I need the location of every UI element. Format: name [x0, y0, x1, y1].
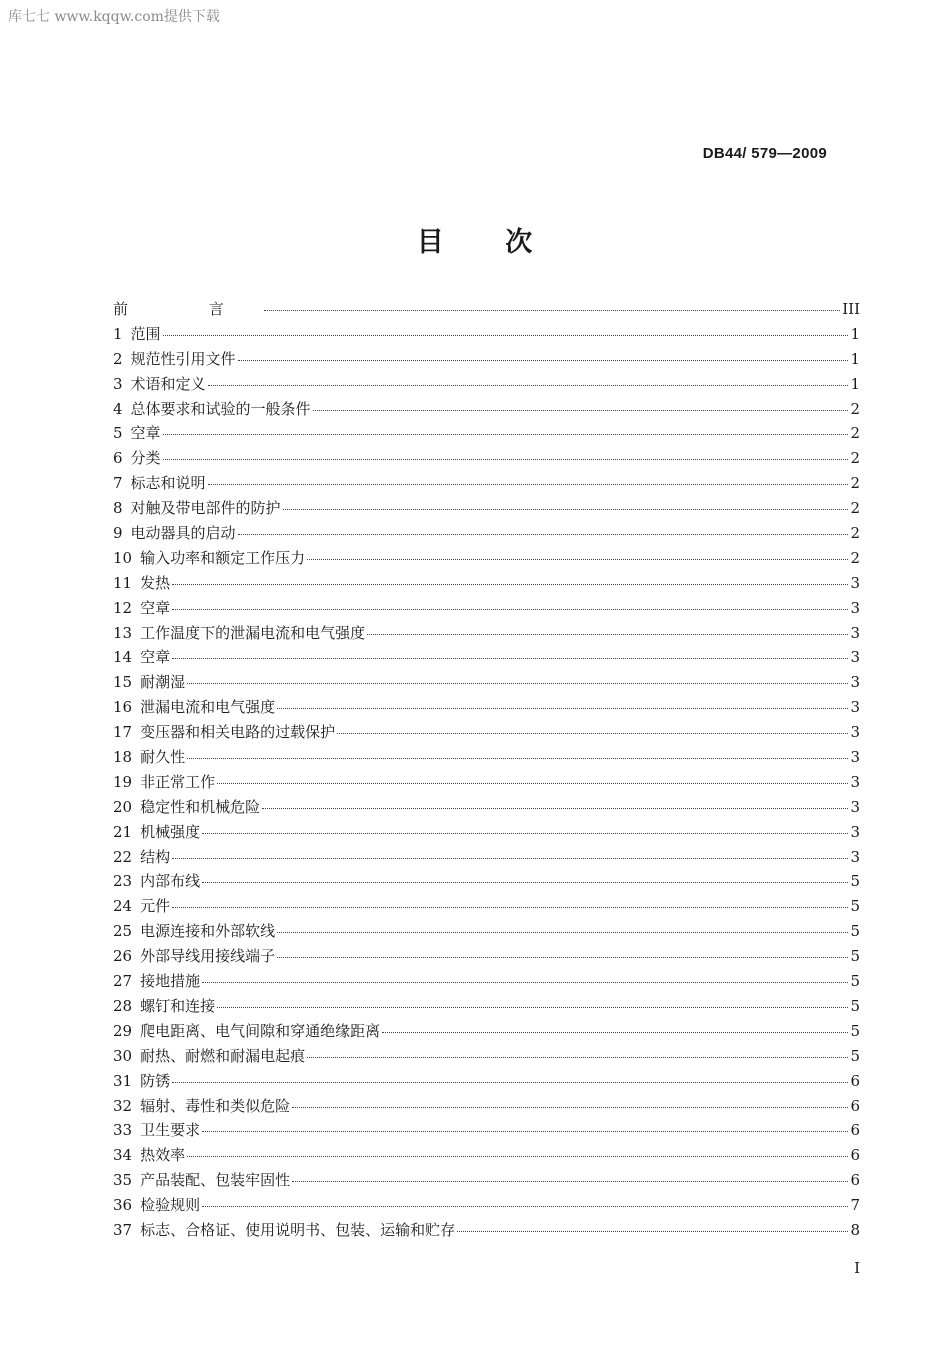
toc-entry-page: 5: [850, 996, 860, 1015]
toc-entry[interactable]: [113, 1069, 860, 1094]
toc-entry-number: 16: [113, 698, 133, 717]
toc-entry[interactable]: [113, 397, 860, 422]
toc-entry-label: 检验规则: [140, 1196, 201, 1215]
toc-entry[interactable]: [113, 670, 860, 695]
toc-entry[interactable]: [113, 944, 860, 969]
toc-entry[interactable]: [113, 919, 860, 944]
toc-entry-page: 2: [850, 399, 860, 418]
toc-entry-page: 6: [850, 1071, 860, 1090]
toc-entry-page: 6: [850, 1096, 860, 1115]
toc-entry-label: 标志和说明: [130, 474, 206, 493]
watermark-text: 库七七 www.kqqw.com提供下载: [8, 9, 220, 25]
toc-dot-leader: [208, 483, 849, 485]
toc-dot-leader: [238, 359, 849, 361]
toc-entry[interactable]: [113, 1094, 860, 1119]
toc-entry-label: 电动器具的启动: [130, 524, 236, 543]
toc-entry-page: 2: [850, 474, 860, 493]
toc-entry-label: 热效率: [140, 1146, 186, 1165]
toc-entry-page: 3: [850, 573, 860, 592]
toc-entry-number: 19: [113, 772, 133, 791]
toc-entry[interactable]: [113, 372, 860, 397]
toc-entry-number: 30: [113, 1046, 133, 1065]
toc-entry-label: 元件: [140, 897, 171, 916]
toc-entry-label: 产品装配、包装牢固性: [140, 1171, 291, 1190]
toc-entry-page: 5: [850, 1046, 860, 1065]
toc-entry-label: 范围: [130, 324, 161, 343]
table-of-contents: [113, 297, 860, 1243]
toc-entry[interactable]: [113, 1193, 860, 1218]
toc-entry-number: 5: [113, 424, 123, 443]
toc-entry-label: 耐热、耐燃和耐漏电起痕: [140, 1046, 306, 1065]
toc-dot-leader: [172, 906, 848, 908]
toc-entry-label: 泄漏电流和电气强度: [140, 698, 276, 717]
toc-entry-number: 11: [113, 573, 133, 592]
toc-entry-label: 防锈: [140, 1071, 171, 1090]
toc-entry-page: 2: [850, 499, 860, 518]
toc-entry-number: 6: [113, 449, 123, 468]
toc-entry-label: 外部导线用接线端子: [140, 947, 276, 966]
toc-dot-leader: [262, 807, 848, 809]
toc-entry-label: 爬电距离、电气间隙和穿通绝缘距离: [140, 1021, 381, 1040]
toc-entry-label: 工作温度下的泄漏电流和电气强度: [140, 623, 366, 642]
toc-dot-leader: [283, 508, 849, 510]
toc-entry-number: 1: [113, 324, 123, 343]
toc-entry-number: 36: [113, 1196, 133, 1215]
toc-entry[interactable]: [113, 571, 860, 596]
toc-entry-page: 3: [850, 723, 860, 742]
toc-entry-label: 耐久性: [140, 748, 186, 767]
toc-entry-page: 7: [850, 1196, 860, 1215]
toc-dot-leader: [172, 1081, 848, 1083]
toc-dot-leader: [202, 881, 848, 883]
toc-dot-leader: [208, 384, 849, 386]
toc-entry-label: 规范性引用文件: [130, 349, 236, 368]
toc-entry[interactable]: [113, 795, 860, 820]
toc-dot-leader: [163, 458, 849, 460]
toc-entry-number: 13: [113, 623, 133, 642]
toc-entry-page: 2: [850, 548, 860, 567]
standard-code: DB44/ 579—2009: [702, 145, 827, 162]
toc-dot-leader: [187, 1155, 848, 1157]
toc-entry[interactable]: [113, 496, 860, 521]
toc-dot-leader: [187, 682, 848, 684]
toc-dot-leader: [264, 309, 840, 311]
toc-entry-page: 5: [850, 1021, 860, 1040]
toc-entry-number: 23: [113, 872, 133, 891]
toc-entry[interactable]: [113, 845, 860, 870]
toc-entry-page: 3: [850, 748, 860, 767]
toc-entry-label: 耐潮湿: [140, 673, 186, 692]
toc-entry-page: 8: [850, 1220, 860, 1239]
toc-dot-leader: [172, 583, 848, 585]
toc-entry-number: 28: [113, 996, 133, 1015]
toc-entry[interactable]: [113, 820, 860, 845]
toc-entry-number: 2: [113, 349, 123, 368]
toc-entry[interactable]: [113, 446, 860, 471]
toc-entry-page: 5: [850, 972, 860, 991]
toc-entry-label: 稳定性和机械危险: [140, 797, 261, 816]
toc-entry-page: 3: [850, 698, 860, 717]
toc-entry-page: 6: [850, 1121, 860, 1140]
toc-dot-leader: [217, 782, 848, 784]
toc-entry-label: 对触及带电部件的防护: [130, 499, 281, 518]
toc-dot-leader: [217, 1006, 848, 1008]
toc-entry-page: 3: [850, 847, 860, 866]
toc-entry[interactable]: [113, 297, 860, 322]
toc-entry-label: 发热: [140, 573, 171, 592]
toc-dot-leader: [313, 409, 849, 411]
toc-dot-leader: [307, 1056, 848, 1058]
toc-dot-leader: [172, 857, 848, 859]
toc-entry-label: 结构: [140, 847, 171, 866]
toc-dot-leader: [163, 334, 849, 336]
toc-entry-number: 12: [113, 598, 133, 617]
toc-entry[interactable]: [113, 894, 860, 919]
toc-entry-label: 分类: [130, 449, 161, 468]
toc-entry-number: 37: [113, 1220, 133, 1239]
toc-entry[interactable]: [113, 869, 860, 894]
toc-dot-leader: [202, 1205, 848, 1207]
toc-entry-number: 34: [113, 1146, 133, 1165]
toc-entry[interactable]: [113, 720, 860, 745]
toc-dot-leader: [172, 657, 848, 659]
toc-entry-page: 6: [850, 1146, 860, 1165]
toc-entry[interactable]: [113, 471, 860, 496]
toc-entry[interactable]: [113, 421, 860, 446]
toc-entry-number: 8: [113, 499, 123, 518]
toc-entry[interactable]: [113, 645, 860, 670]
toc-entry-number: 29: [113, 1021, 133, 1040]
toc-entry[interactable]: [113, 1118, 860, 1143]
toc-entry-label: 前 言: [113, 300, 262, 318]
toc-dot-leader: [277, 931, 848, 933]
toc-entry[interactable]: [113, 621, 860, 646]
toc-dot-leader: [292, 1180, 848, 1182]
toc-entry-number: 21: [113, 822, 133, 841]
toc-entry-number: 33: [113, 1121, 133, 1140]
toc-entry-label: 机械强度: [140, 822, 201, 841]
toc-entry-page: 5: [850, 872, 860, 891]
toc-entry-label: 空章: [130, 424, 161, 443]
page-number: I: [854, 1259, 860, 1277]
toc-entry[interactable]: [113, 1019, 860, 1044]
toc-entry-label: 输入功率和额定工作压力: [140, 548, 306, 567]
toc-entry[interactable]: [113, 994, 860, 1019]
toc-entry-label: 接地措施: [140, 972, 201, 991]
toc-entry[interactable]: [113, 347, 860, 372]
toc-entry-number: 7: [113, 474, 123, 493]
toc-dot-leader: [337, 732, 848, 734]
toc-entry[interactable]: [113, 1044, 860, 1069]
toc-entry[interactable]: [113, 1168, 860, 1193]
toc-entry-label: 电源连接和外部软线: [140, 922, 276, 941]
toc-entry-page: 3: [850, 797, 860, 816]
toc-entry-page: 2: [850, 524, 860, 543]
toc-dot-leader: [367, 633, 848, 635]
toc-entry-label: 卫生要求: [140, 1121, 201, 1140]
toc-entry[interactable]: [113, 969, 860, 994]
toc-entry-number: 22: [113, 847, 133, 866]
toc-entry-label: 辐射、毒性和类似危险: [140, 1096, 291, 1115]
toc-entry-number: 4: [113, 399, 123, 418]
toc-entry-label: 内部布线: [140, 872, 201, 891]
toc-entry-number: 14: [113, 648, 133, 667]
toc-entry-label: 非正常工作: [140, 772, 216, 791]
toc-entry-number: 3: [113, 374, 123, 393]
toc-entry-label: 螺钉和连接: [140, 996, 216, 1015]
toc-entry[interactable]: [113, 770, 860, 795]
toc-entry-page: 1: [850, 374, 860, 393]
toc-entry-label: 标志、合格证、使用说明书、包装、运输和贮存: [140, 1220, 456, 1239]
toc-entry[interactable]: [113, 1143, 860, 1168]
toc-entry[interactable]: [113, 1218, 860, 1243]
toc-entry[interactable]: [113, 546, 860, 571]
toc-entry-page: 3: [850, 623, 860, 642]
toc-dot-leader: [277, 707, 848, 709]
toc-dot-leader: [202, 1130, 848, 1132]
toc-entry-number: 25: [113, 922, 133, 941]
toc-entry-page: 5: [850, 922, 860, 941]
toc-dot-leader: [457, 1230, 848, 1232]
toc-entry[interactable]: [113, 322, 860, 347]
toc-entry-page: 3: [850, 598, 860, 617]
toc-entry-page: 1: [850, 324, 860, 343]
toc-entry[interactable]: [113, 695, 860, 720]
toc-entry-page: 2: [850, 424, 860, 443]
toc-entry-label: 总体要求和试验的一般条件: [130, 399, 311, 418]
toc-entry-number: 26: [113, 947, 133, 966]
toc-dot-leader: [202, 832, 848, 834]
toc-entry-number: 10: [113, 548, 133, 567]
toc-entry-number: 24: [113, 897, 133, 916]
toc-entry-page: 1: [850, 349, 860, 368]
toc-entry[interactable]: [113, 596, 860, 621]
toc-entry[interactable]: [113, 521, 860, 546]
toc-entry-page: 3: [850, 673, 860, 692]
toc-dot-leader: [277, 956, 848, 958]
toc-entry-number: 20: [113, 797, 133, 816]
toc-entry[interactable]: [113, 745, 860, 770]
toc-entry-label: 空章: [140, 598, 171, 617]
toc-entry-number: 35: [113, 1171, 133, 1190]
toc-entry-page: 6: [850, 1171, 860, 1190]
toc-dot-leader: [307, 558, 848, 560]
toc-dot-leader: [163, 433, 849, 435]
toc-entry-page: 3: [850, 822, 860, 841]
toc-entry-page: 5: [850, 897, 860, 916]
toc-entry-number: 27: [113, 972, 133, 991]
toc-entry-label: 空章: [140, 648, 171, 667]
toc-entry-page: 5: [850, 947, 860, 966]
toc-entry-number: 17: [113, 723, 133, 742]
toc-entry-page: III: [842, 300, 860, 318]
toc-dot-leader: [202, 981, 848, 983]
toc-dot-leader: [187, 757, 848, 759]
toc-entry-label: 变压器和相关电路的过载保护: [140, 723, 336, 742]
toc-entry-number: 15: [113, 673, 133, 692]
page-title: 目 次: [416, 227, 559, 258]
toc-entry-page: 3: [850, 648, 860, 667]
toc-entry-number: 18: [113, 748, 133, 767]
toc-dot-leader: [238, 533, 849, 535]
toc-entry-label: 术语和定义: [130, 374, 206, 393]
toc-entry-page: 3: [850, 772, 860, 791]
toc-dot-leader: [172, 608, 848, 610]
toc-dot-leader: [382, 1031, 848, 1033]
toc-dot-leader: [292, 1106, 848, 1108]
toc-entry-number: 9: [113, 524, 123, 543]
toc-entry-page: 2: [850, 449, 860, 468]
toc-entry-number: 31: [113, 1071, 133, 1090]
toc-entry-number: 32: [113, 1096, 133, 1115]
